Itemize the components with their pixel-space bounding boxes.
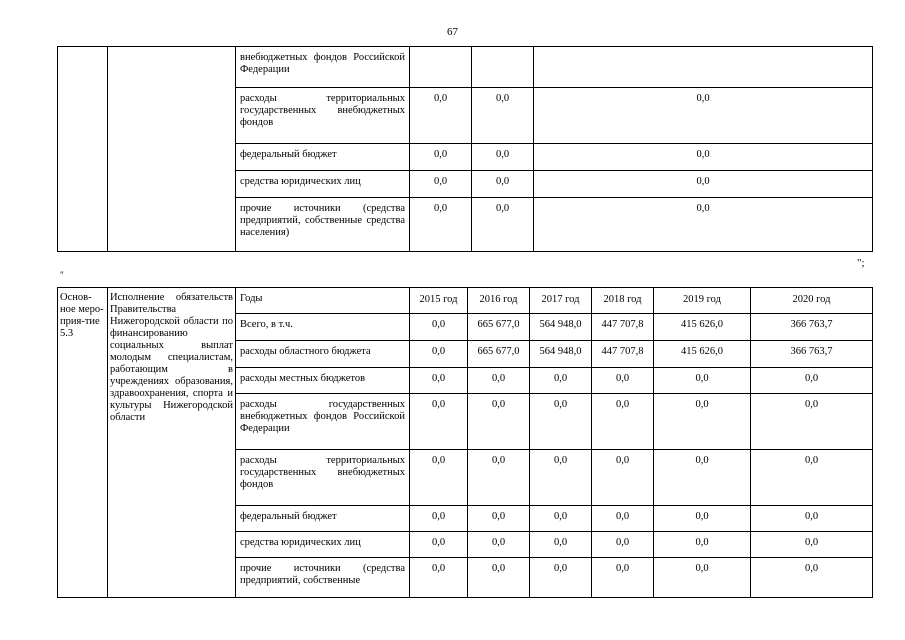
value-2015: 0,0 — [410, 144, 472, 171]
value-cell: 0,0 — [751, 368, 873, 394]
year-header: 2015 год — [410, 288, 468, 314]
value-cell: 0,0 — [410, 341, 468, 368]
value-cell: 0,0 — [410, 450, 468, 506]
value-cell: 0,0 — [468, 368, 530, 394]
value-rest: 0,0 — [534, 144, 873, 171]
year-header: 2020 год — [751, 288, 873, 314]
value-cell: 0,0 — [530, 506, 592, 532]
row-label: прочие источники (средства предприятий, собственные средства населения) — [236, 198, 410, 252]
value-cell: 665 677,0 — [468, 341, 530, 368]
value-cell: 366 763,7 — [751, 341, 873, 368]
value-cell: 564 948,0 — [530, 341, 592, 368]
row-label: расходы местных бюджетов — [236, 368, 410, 394]
value-2016 — [472, 47, 534, 88]
value-cell: 415 626,0 — [654, 314, 751, 341]
year-header: 2019 год — [654, 288, 751, 314]
value-cell: 0,0 — [468, 394, 530, 450]
row-label: федеральный бюджет — [236, 144, 410, 171]
value-cell: 0,0 — [530, 394, 592, 450]
value-cell: 0,0 — [751, 450, 873, 506]
value-2016: 0,0 — [472, 88, 534, 144]
value-cell: 0,0 — [468, 558, 530, 598]
value-rest: 0,0 — [534, 88, 873, 144]
page-number: 67 — [447, 26, 458, 38]
value-cell: 0,0 — [654, 532, 751, 558]
value-2016: 0,0 — [472, 171, 534, 198]
value-cell: 0,0 — [654, 394, 751, 450]
value-cell: 0,0 — [751, 394, 873, 450]
value-cell: 0,0 — [751, 532, 873, 558]
value-cell: 447 707,8 — [592, 314, 654, 341]
row-label: средства юридических лиц — [236, 171, 410, 198]
value-2015 — [410, 47, 472, 88]
year-header: 2017 год — [530, 288, 592, 314]
value-cell: 0,0 — [592, 558, 654, 598]
value-cell: 0,0 — [410, 558, 468, 598]
value-cell: 0,0 — [410, 394, 468, 450]
empty-cell-name — [108, 47, 236, 252]
value-cell: 564 948,0 — [530, 314, 592, 341]
value-2016: 0,0 — [472, 144, 534, 171]
value-cell: 0,0 — [751, 506, 873, 532]
value-cell: 0,0 — [468, 532, 530, 558]
value-cell: 0,0 — [468, 450, 530, 506]
value-cell: 0,0 — [410, 368, 468, 394]
row-label: расходы территориальных государственных внебюджетных фондов — [236, 450, 410, 506]
value-cell: 0,0 — [592, 368, 654, 394]
value-cell: 0,0 — [751, 558, 873, 598]
measure-name: Исполнение обязательств Правительства Нижегородской области по финансированию социальных выплат молодым специалистам, работающим в учреждениях образования, здравоохранения, спорта и культуры Нижегородской области — [108, 288, 236, 598]
value-cell: 0,0 — [592, 532, 654, 558]
value-cell: 0,0 — [468, 506, 530, 532]
value-cell: 0,0 — [410, 314, 468, 341]
value-cell: 0,0 — [654, 450, 751, 506]
value-cell: 0,0 — [654, 558, 751, 598]
value-cell: 0,0 — [530, 532, 592, 558]
value-cell: 366 763,7 — [751, 314, 873, 341]
value-cell: 665 677,0 — [468, 314, 530, 341]
value-rest: 0,0 — [534, 198, 873, 252]
row-label: прочие источники (средства предприятий, собственные — [236, 558, 410, 598]
value-cell: 0,0 — [410, 532, 468, 558]
row-label: внебюджетных фондов Российской Федерации — [236, 47, 410, 88]
value-cell: 0,0 — [530, 368, 592, 394]
value-2015: 0,0 — [410, 88, 472, 144]
value-cell: 0,0 — [410, 506, 468, 532]
year-header: 2018 год — [592, 288, 654, 314]
empty-cell-code — [58, 47, 108, 252]
row-label: средства юридических лиц — [236, 532, 410, 558]
value-cell: 0,0 — [592, 506, 654, 532]
header-label: Годы — [236, 288, 410, 314]
value-rest: 0,0 — [534, 171, 873, 198]
value-cell: 0,0 — [592, 394, 654, 450]
row-label: расходы государственных внебюджетных фондов Российской Федерации — [236, 394, 410, 450]
value-cell: 415 626,0 — [654, 341, 751, 368]
value-cell: 0,0 — [530, 558, 592, 598]
row-label: расходы территориальных государственных внебюджетных фондов — [236, 88, 410, 144]
value-rest — [534, 47, 873, 88]
value-2015: 0,0 — [410, 198, 472, 252]
row-label: расходы областного бюджета — [236, 341, 410, 368]
closing-quote: "; — [857, 257, 865, 269]
table-row — [58, 47, 873, 88]
value-cell: 0,0 — [530, 450, 592, 506]
value-cell: 0,0 — [654, 506, 751, 532]
value-cell: 0,0 — [654, 368, 751, 394]
row-label: Всего, в т.ч. — [236, 314, 410, 341]
table-header-row — [58, 288, 873, 314]
value-cell: 447 707,8 — [592, 341, 654, 368]
row-label: федеральный бюджет — [236, 506, 410, 532]
main-table — [57, 287, 873, 598]
opening-quote: " — [60, 270, 64, 280]
value-cell: 0,0 — [592, 450, 654, 506]
top-table — [57, 46, 873, 252]
value-2015: 0,0 — [410, 171, 472, 198]
year-header: 2016 год — [468, 288, 530, 314]
measure-code: Основ-ное меро-прия-тие 5.3 — [58, 288, 108, 598]
value-2016: 0,0 — [472, 198, 534, 252]
